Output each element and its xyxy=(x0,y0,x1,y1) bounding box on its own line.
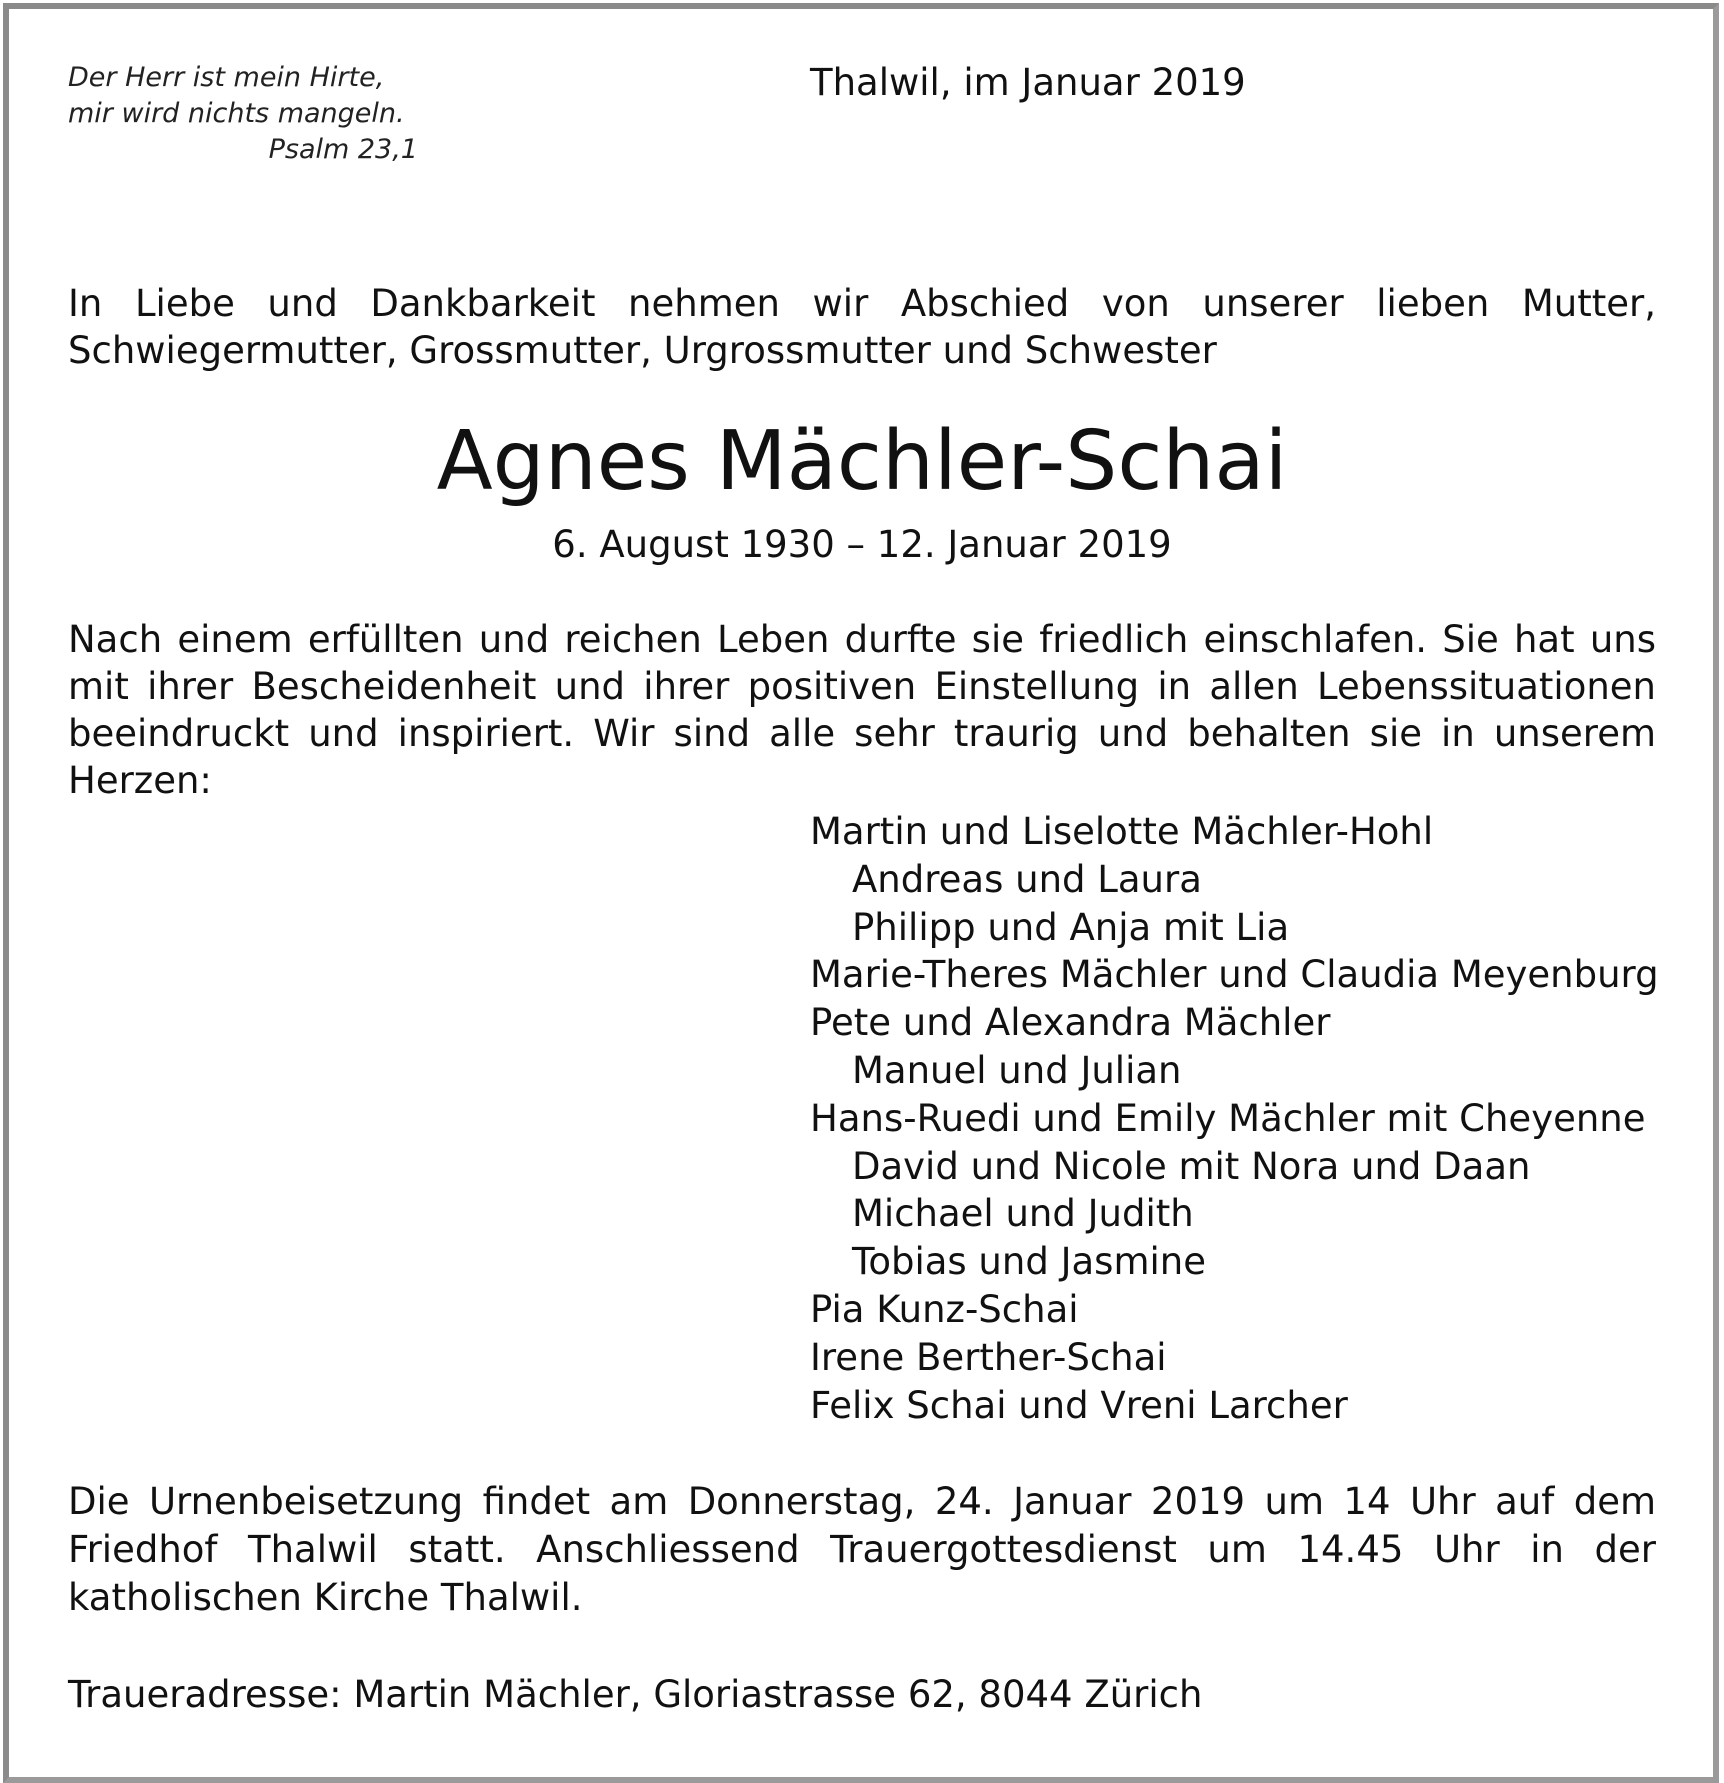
intro-text: In Liebe und Dankbarkeit nehmen wir Abschied von unserer lieben Mutter, Schwiegermutter, Grossmutter, Urgrossmutter und Schwester xyxy=(68,282,1656,372)
mourner-row: Andreas und Laura xyxy=(852,857,1202,901)
mourner-row: Manuel und Julian xyxy=(852,1048,1182,1092)
mourner-row: Felix Schai und Vreni Larcher xyxy=(810,1383,1348,1427)
mourner-row: Pia Kunz-Schai xyxy=(810,1287,1079,1331)
life-dates: 6. August 1930 – 12. Januar 2019 xyxy=(552,523,1172,566)
mourning-address: Traueradresse: Martin Mächler, Gloriastrasse 62, 8044 Zürich xyxy=(68,1673,1203,1716)
mourner-row: Michael und Judith xyxy=(852,1192,1194,1236)
mourners-list xyxy=(810,808,1670,1429)
motto-line-1: Der Herr ist mein Hirte, xyxy=(68,62,385,93)
mourner-row: Philipp und Anja mit Lia xyxy=(852,905,1290,949)
mourner-row: Martin und Liselotte Mächler-Hohl xyxy=(810,810,1434,853)
motto-reference: Psalm 23,1 xyxy=(268,134,418,165)
mourner-row: Pete und Alexandra Mächler xyxy=(810,1001,1331,1045)
bible-motto xyxy=(68,60,428,168)
tribute-paragraph: Nach einem erfüllten und reichen Leben durfte sie friedlich einschlafen. Sie hat uns mit ihrer Bescheidenheit und ihrer positiven Einstellung in allen Lebenssituationen beeindruckt und inspiriert. Wir sind alle sehr traurig und behalten sie in unserem Herzen: xyxy=(68,618,1656,802)
mourner-row: Hans-Ruedi und Emily Mächler mit Cheyenne xyxy=(810,1096,1646,1140)
mourner-row: Marie-Theres Mächler und Claudia Meyenburg xyxy=(810,953,1659,997)
mourner-row: David und Nicole mit Nora und Daan xyxy=(852,1144,1531,1188)
deceased-name: Agnes Mächler-Schai xyxy=(436,414,1288,509)
mourner-row: Tobias und Jasmine xyxy=(852,1240,1206,1284)
motto-line-2: mir wird nichts mangeln. xyxy=(68,98,405,129)
mourner-row: Irene Berther-Schai xyxy=(810,1335,1167,1379)
place-date: Thalwil, im Januar 2019 xyxy=(810,61,1246,104)
funeral-service-info: Die Urnenbeisetzung findet am Donnerstag, 24. Januar 2019 um 14 Uhr auf dem Friedhof Thalwil statt. Anschliessend Trauergottesdienst um 14.45 Uhr in der katholischen Kirche Thalwil. xyxy=(68,1480,1656,1619)
